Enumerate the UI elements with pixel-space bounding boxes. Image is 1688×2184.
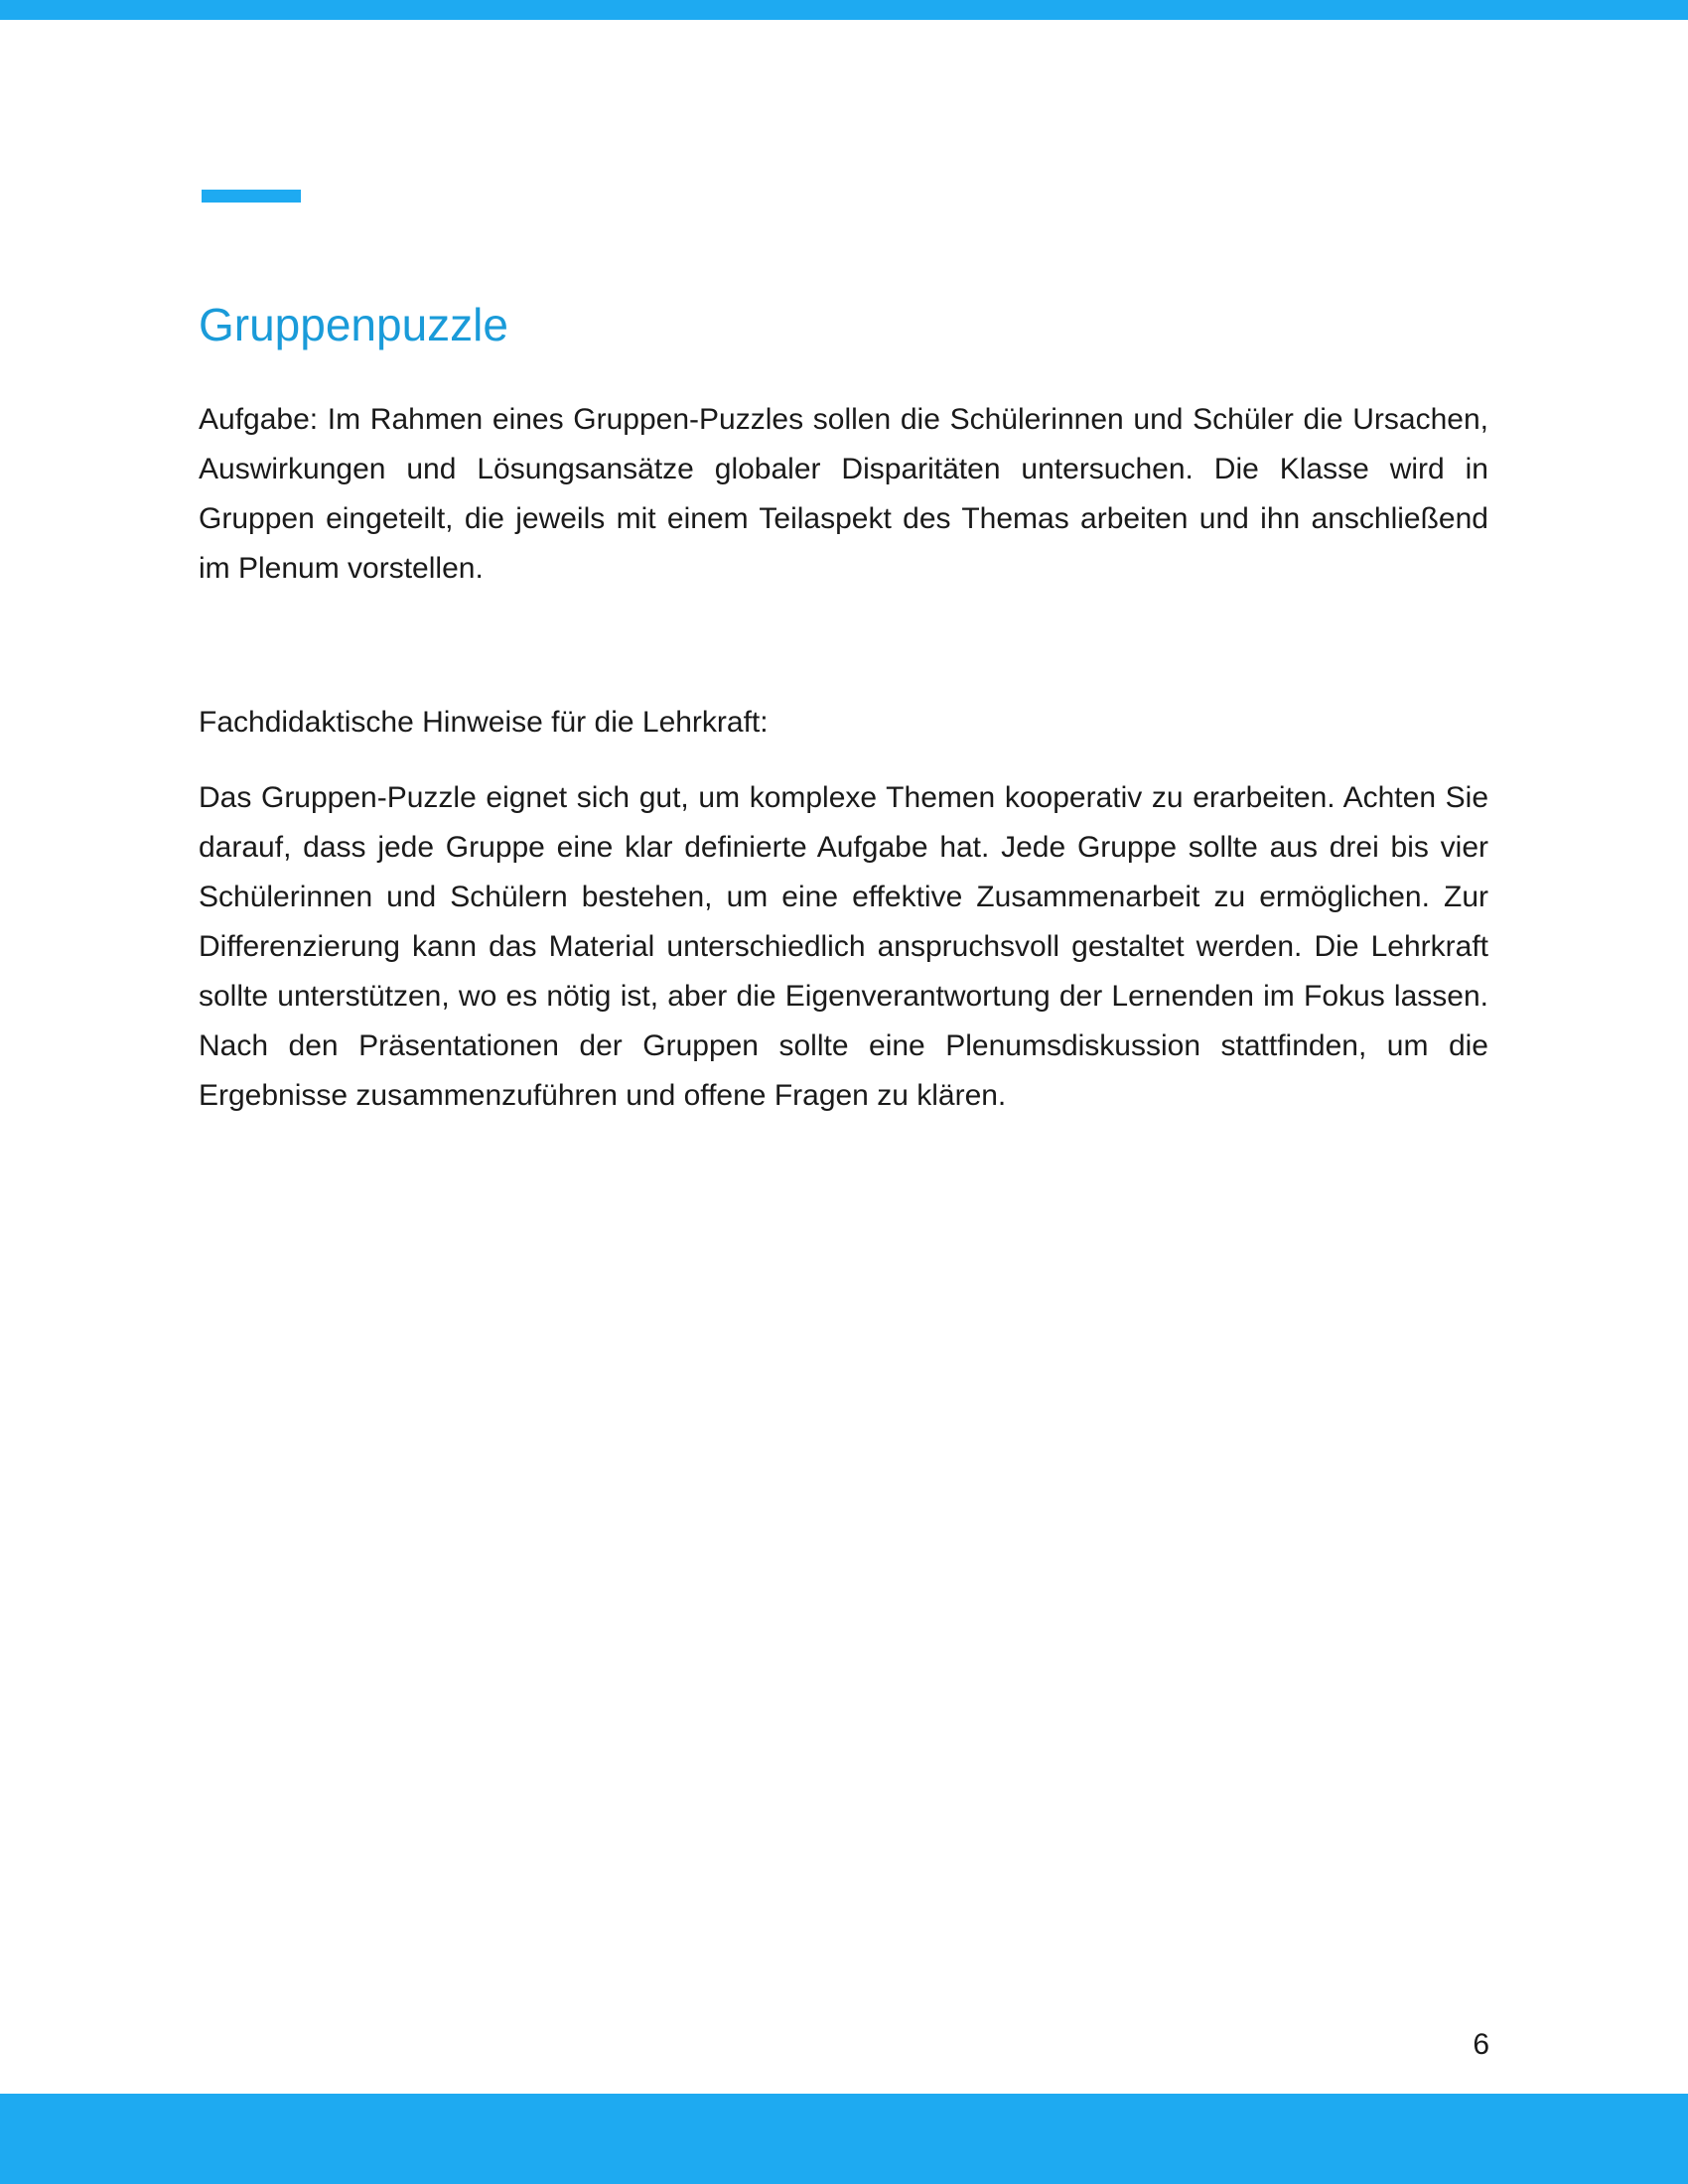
bottom-accent-bar (0, 2094, 1688, 2184)
hints-heading: Fachdidaktische Hinweise für die Lehrkraft: (199, 706, 769, 739)
task-paragraph: Aufgabe: Im Rahmen eines Gruppen-Puzzles sollen die Schülerinnen und Schüler die Ursachen, Auswirkungen und Lösungsansätze globaler Disparitäten untersuchen. Die Klasse wird in Gruppen eingeteilt, die jeweils mit einem Teilaspekt des Themas arbeiten und ihn anschließend im Plenum vorstellen. (199, 403, 1488, 585)
document-body (199, 395, 1488, 1121)
title-accent-line (202, 190, 301, 203)
top-accent-bar (0, 0, 1688, 20)
page-number: 6 (1473, 2028, 1489, 2061)
hints-paragraph: Das Gruppen-Puzzle eignet sich gut, um komplexe Themen kooperativ zu erarbeiten. Achten Sie darauf, dass jede Gruppe eine klar definierte Aufgabe hat. Jede Gruppe sollte aus drei bis vier Schülerinnen und Schülern bestehen, um eine effektive Zusammenarbeit zu ermöglichen. Zur Differenzierung kann das Material unterschiedlich anspruchsvoll gestaltet werden. Die Lehrkraft sollte unterstützen, wo es nötig ist, aber die Eigenverantwortung der Lernenden im Fokus lassen. Nach den Präsentationen der Gruppen sollte eine Plenumsdiskussion stattfinden, um die Ergebnisse zusammenzuführen und offene Fragen zu klären. (199, 781, 1488, 1112)
page-title: Gruppenpuzzle (199, 299, 508, 350)
